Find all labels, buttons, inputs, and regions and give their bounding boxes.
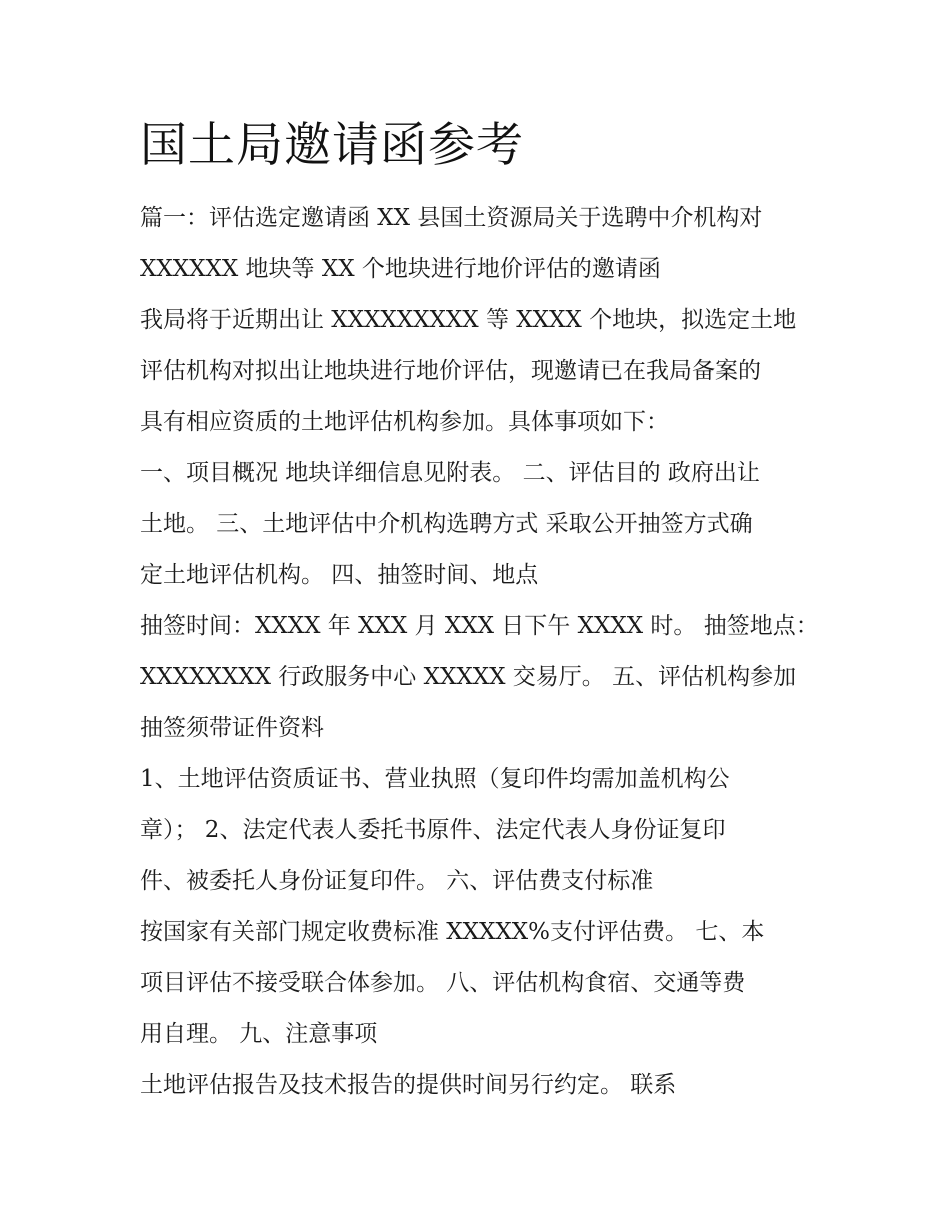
body-line-18: 土地评估报告及技术报告的提供时间另行约定。 联系 [140,1072,677,1098]
body-line-9: 抽签时间：XXXX 年 XXX 月 XXX 日下午 XXXX 时。 抽签地点： [140,613,819,639]
body-line-8: 定土地评估机构。 四、抽签时间、地点 [140,562,539,588]
body-line-14: 件、被委托人身份证复印件。 六、评估费支付标准 [140,868,654,894]
body-line-1: 篇一：评估选定邀请函 XX 县国土资源局关于选聘中介机构对 [140,205,763,231]
body-line-6: 一、项目概况 地块详细信息见附表。 二、评估目的 政府出让 [140,460,760,486]
body-line-5: 具有相应资质的土地评估机构参加。具体事项如下： [140,409,669,435]
body-line-13: 章）； 2、法定代表人委托书原件、法定代表人身份证复印 [140,817,726,843]
body-line-16: 项目评估不接受联合体参加。 八、评估机构食宿、交通等费 [140,970,746,996]
body-line-15: 按国家有关部门规定收费标准 XXXXX%支付评估费。 七、本 [140,919,765,945]
body-line-7: 土地。 三、土地评估中介机构选聘方式 采取公开抽签方式确 [140,511,753,537]
body-line-4: 评估机构对拟出让地块进行地价评估，现邀请已在我局备案的 [140,358,761,384]
document-title: 国土局邀请函参考 [140,118,524,173]
body-line-11: 抽签须带证件资料 [140,715,324,741]
body-line-2: XXXXXX 地块等 XX 个地块进行地价评估的邀请函 [140,256,661,282]
body-line-17: 用自理。 九、注意事项 [140,1021,378,1047]
body-line-10: XXXXXXXX 行政服务中心 XXXXX 交易厅。 五、评估机构参加 [140,664,797,690]
body-line-12: 1、土地评估资质证书、营业执照（复印件均需加盖机构公 [140,766,730,792]
body-line-3: 我局将于近期出让 XXXXXXXXX 等 XXXX 个地块，拟选定土地 [140,307,797,333]
